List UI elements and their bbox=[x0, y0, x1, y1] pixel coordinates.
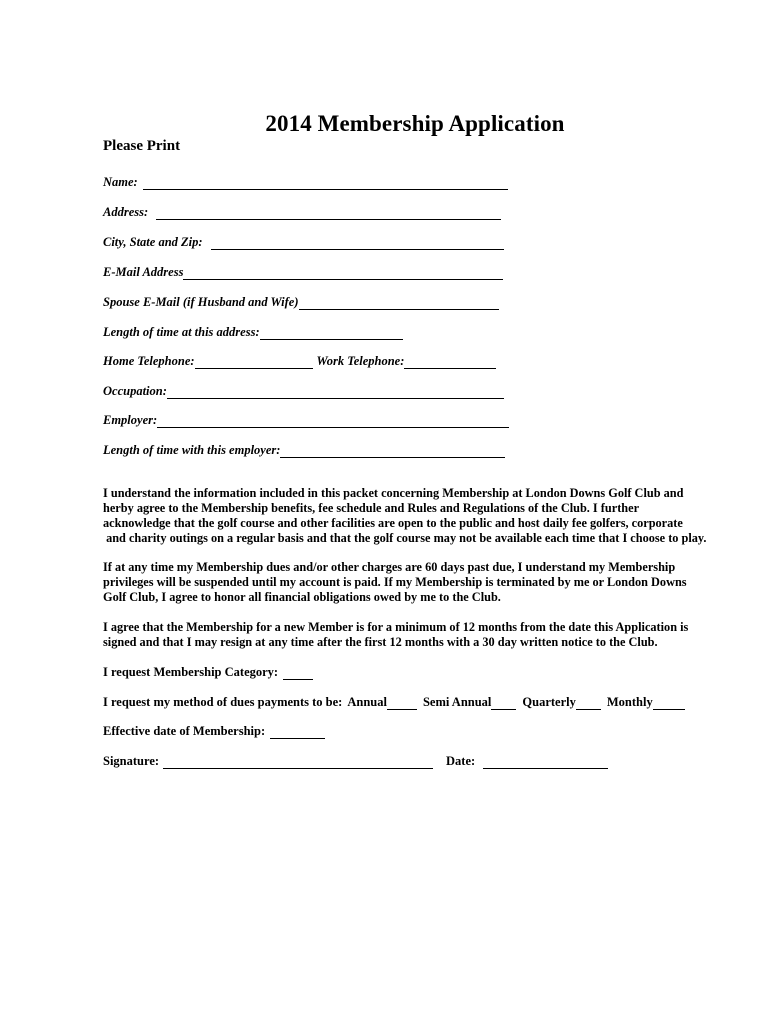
length-address-field bbox=[103, 322, 403, 340]
page-title: 2014 Membership Application bbox=[265, 111, 565, 136]
occupation-field bbox=[103, 381, 504, 399]
annual-blank[interactable] bbox=[387, 698, 417, 710]
paragraph-line: acknowledge that the golf course and other facilities are open to the public and host daily fee golfers, corporate bbox=[103, 516, 683, 530]
city-state-zip-label: City, State and Zip: bbox=[103, 235, 203, 249]
date-line[interactable] bbox=[483, 757, 608, 769]
date-label: Date: bbox=[446, 754, 476, 768]
signature-row bbox=[103, 753, 608, 769]
agreement-paragraph-1 bbox=[103, 486, 743, 546]
work-telephone-label: Work Telephone: bbox=[316, 354, 405, 368]
agreement-paragraph-3 bbox=[103, 620, 743, 650]
employer-label: Employer: bbox=[103, 413, 158, 427]
length-employer-line[interactable] bbox=[280, 445, 505, 458]
length-employer-label: Length of time with this employer: bbox=[103, 443, 281, 457]
membership-category-label: I request Membership Category: bbox=[103, 665, 279, 679]
semi-annual-option-label: Semi Annual bbox=[422, 695, 492, 709]
city-state-zip-field bbox=[103, 232, 504, 250]
payment-method-label: I request my method of dues payments to be: bbox=[103, 695, 343, 709]
occupation-line[interactable] bbox=[167, 386, 504, 399]
address-field bbox=[103, 202, 501, 220]
email-label: E-Mail Address bbox=[103, 265, 184, 279]
address-label: Address: bbox=[103, 205, 149, 219]
paragraph-line: and charity outings on a regular basis and that the golf course may not be available each time that I choose to play. bbox=[103, 531, 707, 545]
home-telephone-label: Home Telephone: bbox=[103, 354, 195, 368]
paragraph-line: Golf Club, I agree to honor all financial obligations owed by me to the Club. bbox=[103, 590, 501, 604]
paragraph-line: I understand the information included in this packet concerning Membership at London Downs Golf Club and bbox=[103, 486, 684, 500]
semi-annual-blank[interactable] bbox=[491, 698, 516, 710]
paragraph-line: signed and that I may resign at any time after the first 12 months with a 30 day written notice to the Club. bbox=[103, 635, 658, 649]
quarterly-option-label: Quarterly bbox=[522, 695, 576, 709]
name-line[interactable] bbox=[143, 177, 508, 190]
length-address-label: Length of time at this address: bbox=[103, 325, 260, 339]
paragraph-line: herby agree to the Membership benefits, fee schedule and Rules and Regulations of the Club. I further bbox=[103, 501, 640, 515]
signature-label: Signature: bbox=[103, 754, 160, 768]
employer-field bbox=[103, 410, 509, 428]
city-state-zip-line[interactable] bbox=[211, 237, 504, 250]
name-label: Name: bbox=[103, 175, 138, 189]
membership-category-blank[interactable] bbox=[283, 668, 313, 680]
email-line[interactable] bbox=[183, 267, 503, 280]
spouse-email-label: Spouse E-Mail (if Husband and Wife) bbox=[103, 295, 299, 309]
effective-date-blank[interactable] bbox=[270, 727, 325, 739]
payment-method-row bbox=[103, 694, 685, 710]
name-field bbox=[103, 172, 508, 190]
work-telephone-line[interactable] bbox=[404, 356, 496, 369]
effective-date-label: Effective date of Membership: bbox=[103, 724, 266, 738]
please-print-note: Please Print bbox=[103, 138, 181, 154]
agreement-paragraph-2 bbox=[103, 560, 743, 605]
monthly-blank[interactable] bbox=[653, 698, 685, 710]
paragraph-line: privileges will be suspended until my account is paid. If my Membership is terminated by me or London Downs bbox=[103, 575, 687, 589]
employer-line[interactable] bbox=[157, 415, 509, 428]
paragraph-line: If at any time my Membership dues and/or other charges are 60 days past due, I understand my Membership bbox=[103, 560, 676, 574]
home-telephone-line[interactable] bbox=[195, 356, 313, 369]
effective-date-row bbox=[103, 723, 325, 739]
telephone-field bbox=[103, 351, 496, 369]
length-address-line[interactable] bbox=[260, 327, 403, 340]
paragraph-line: I agree that the Membership for a new Member is for a minimum of 12 months from the date this Application is bbox=[103, 620, 689, 634]
occupation-label: Occupation: bbox=[103, 384, 167, 398]
spouse-email-field bbox=[103, 292, 499, 310]
membership-category-row bbox=[103, 664, 313, 680]
quarterly-blank[interactable] bbox=[576, 698, 601, 710]
spouse-email-line[interactable] bbox=[299, 297, 499, 310]
monthly-option-label: Monthly bbox=[606, 695, 653, 709]
address-line[interactable] bbox=[156, 207, 501, 220]
annual-option-label: Annual bbox=[347, 695, 387, 709]
signature-line[interactable] bbox=[163, 757, 433, 769]
length-employer-field bbox=[103, 440, 505, 458]
email-field bbox=[103, 262, 503, 280]
